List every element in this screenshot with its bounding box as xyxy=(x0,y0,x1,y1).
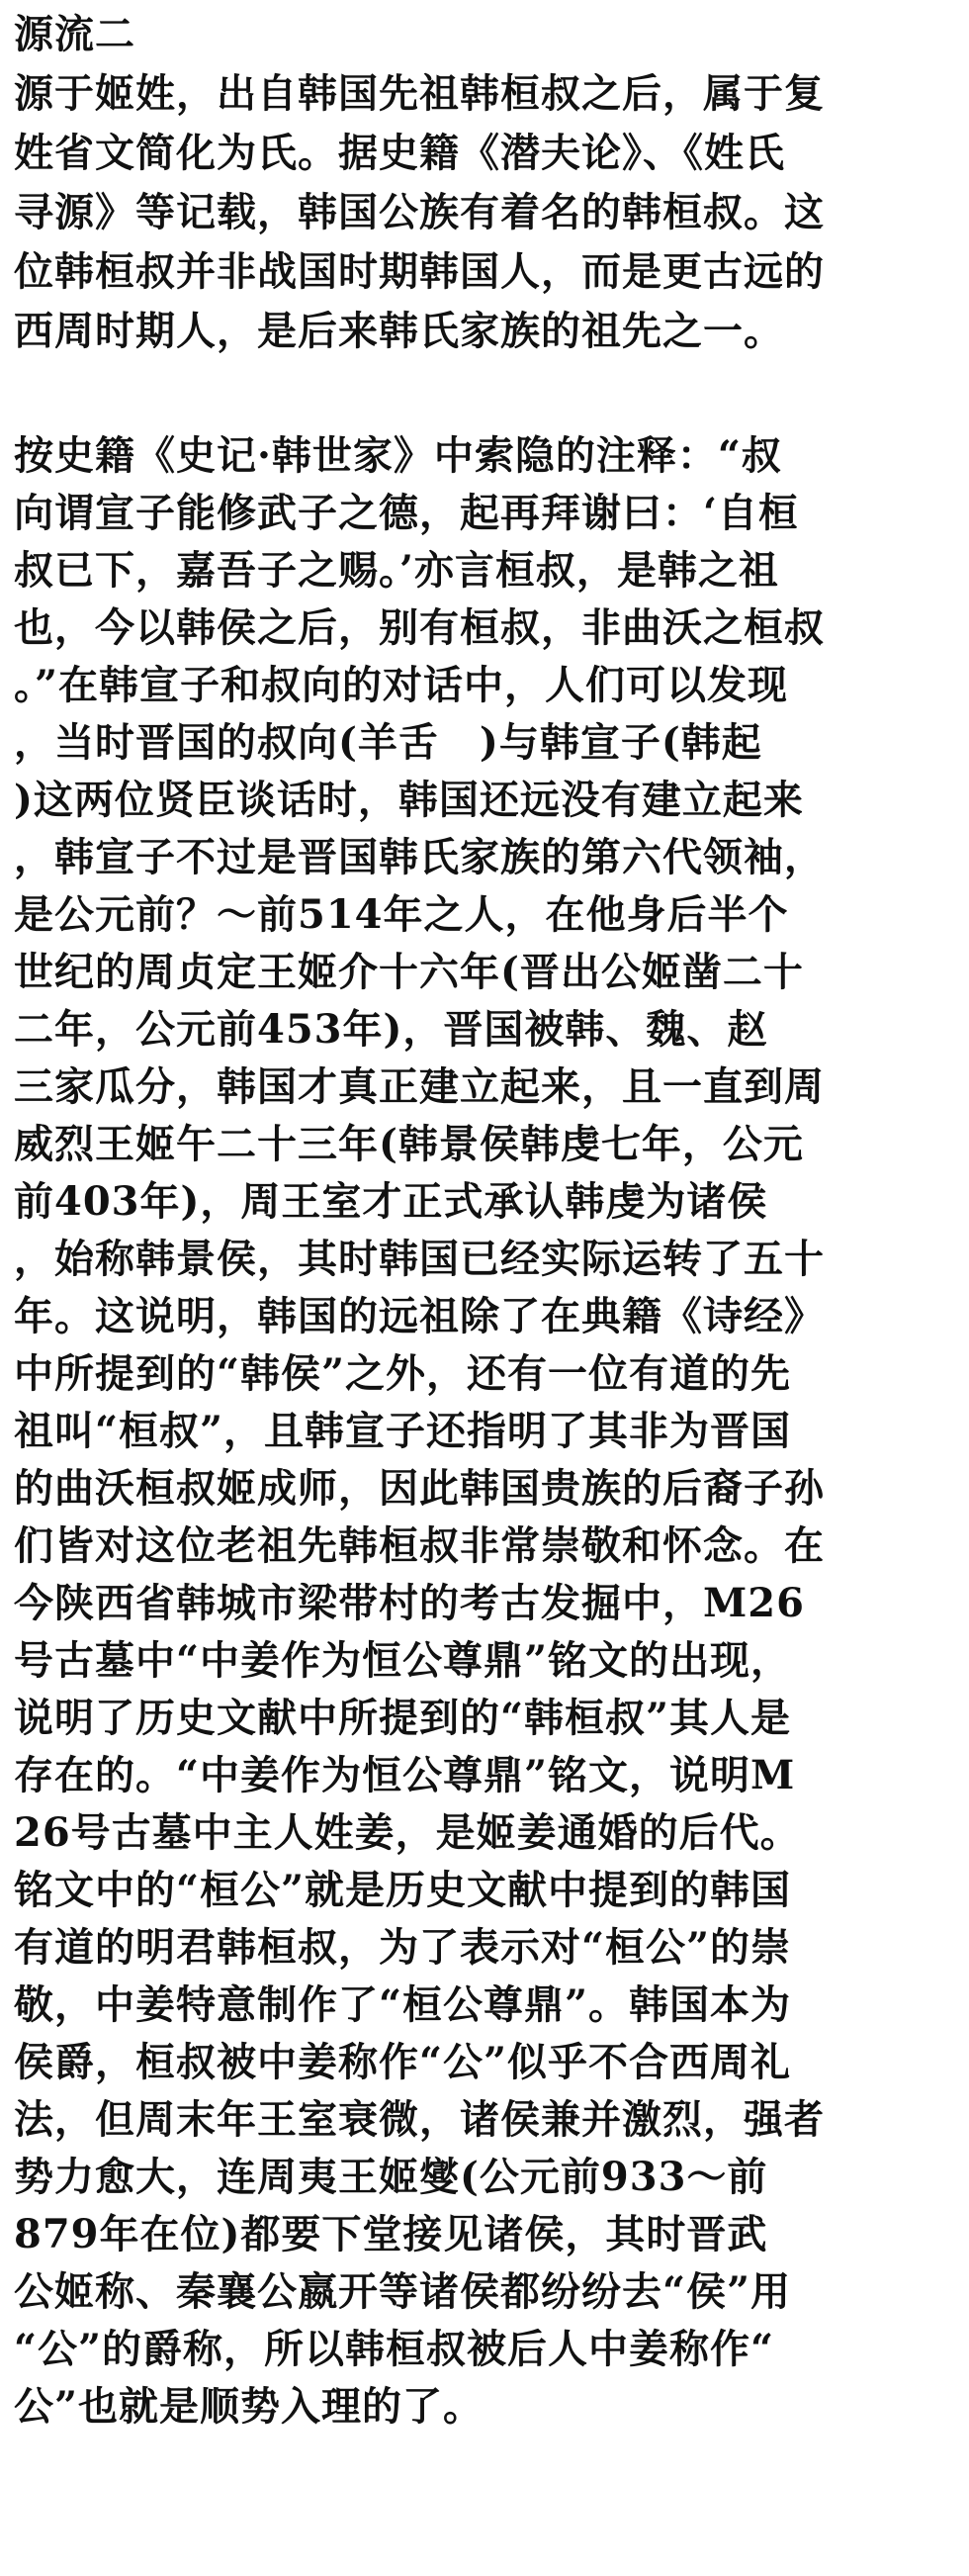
text-line: 有道的明君韩桓叔，为了表示对“桓公”的崇 xyxy=(14,1924,792,1971)
text-line: 们皆对这位老祖先韩桓叔非常崇敬和怀念。在 xyxy=(14,1522,825,1569)
text-line: 二年，公元前453年)，晋国被韩、魏、赵 xyxy=(14,1006,768,1053)
text-line: 三家瓜分，韩国才真正建立起来，且一直到周 xyxy=(14,1063,825,1110)
text-line: ，始称韩景侯，其时韩国已经实际运转了五十 xyxy=(14,1236,825,1282)
text-line: 号古墓中“中姜作为恒公尊鼎”铭文的出现， xyxy=(14,1637,792,1684)
text-line: 祖叫“桓叔”，且韩宣子还指明了其非为晋国 xyxy=(14,1408,792,1454)
text-line: 叔已下，嘉吾子之赐。’亦言桓叔，是韩之祖 xyxy=(14,547,779,594)
text-line: ，韩宣子不过是晋国韩氏家族的第六代领袖， xyxy=(14,834,825,880)
text-line: 源于姬姓，出自韩国先祖韩桓叔之后，属于复 xyxy=(14,70,825,117)
text-line: “公”的爵称，所以韩桓叔被后人中姜称作“ xyxy=(14,2326,775,2372)
text-line: 世纪的周贞定王姬介十六年(晋出公姬凿二十 xyxy=(14,949,804,995)
text-line: 879年在位)都要下堂接见诸侯，其时晋武 xyxy=(14,2211,768,2257)
text-line: 公姬称、秦襄公嬴开等诸侯都纷纷去“侯”用 xyxy=(14,2268,792,2315)
text-line: 法，但周末年王室衰微，诸侯兼并激烈，强者 xyxy=(14,2096,825,2143)
text-line: 敬，中姜特意制作了“桓公尊鼎”。韩国本为 xyxy=(14,1981,792,2028)
text-line: 寻源》等记载，韩国公族有着名的韩桓叔。这 xyxy=(14,189,825,235)
text-line: 的曲沃桓叔姬成师，因此韩国贵族的后裔子孙 xyxy=(14,1465,825,1512)
text-line: )这两位贤臣谈话时，韩国还远没有建立起来 xyxy=(14,777,804,823)
text-line: 也，今以韩侯之后，别有桓叔，非曲沃之桓叔 xyxy=(14,604,825,651)
text-line: 存在的。“中姜作为恒公尊鼎”铭文，说明M xyxy=(14,1752,796,1798)
text-line: 姓省文简化为氏。据史籍《潜夫论》、《姓氏 xyxy=(14,130,785,176)
text-line: 。”在韩宣子和叔向的对话中，人们可以发现 xyxy=(14,662,789,708)
text-line: ，当时晋国的叔向(羊舌 )与韩宣子(韩起 xyxy=(14,719,762,766)
document-title: 源流二 xyxy=(14,11,135,57)
text-line: 是公元前？～前514年之人，在他身后半个 xyxy=(14,891,789,938)
text-line: 铭文中的“桓公”就是历史文献中提到的韩国 xyxy=(14,1867,792,1913)
text-line: 威烈王姬午二十三年(韩景侯韩虔七年，公元 xyxy=(14,1121,804,1167)
text-line: 说明了历史文献中所提到的“韩桓叔”其人是 xyxy=(14,1695,792,1741)
text-line: 26号古墓中主人姓姜，是姬姜通婚的后代。 xyxy=(14,1809,801,1856)
text-line: 前403年)，周王室才正式承认韩虔为诸侯 xyxy=(14,1178,768,1225)
text-line: 年。这说明，韩国的远祖除了在典籍《诗经》 xyxy=(14,1293,825,1339)
text-line: 中所提到的“韩侯”之外，还有一位有道的先 xyxy=(14,1350,792,1397)
text-line: 向谓宣子能修武子之德，起再拜谢曰：‘自桓 xyxy=(14,490,799,536)
text-line: 位韩桓叔并非战国时期韩国人，而是更古远的 xyxy=(14,248,825,295)
text-line: 势力愈大，连周夷王姬燮(公元前933～前 xyxy=(14,2154,768,2200)
text-line: 今陕西省韩城市梁带村的考古发掘中，M26 xyxy=(14,1580,805,1626)
text-line: 按史籍《史记·韩世家》中索隐的注释：“叔 xyxy=(14,432,782,479)
text-line: 西周时期人，是后来韩氏家族的祖先之一。 xyxy=(14,308,784,354)
text-line: 侯爵，桓叔被中姜称作“公”似乎不合西周礼 xyxy=(14,2039,792,2085)
text-line: 公”也就是顺势入理的了。 xyxy=(14,2383,484,2430)
